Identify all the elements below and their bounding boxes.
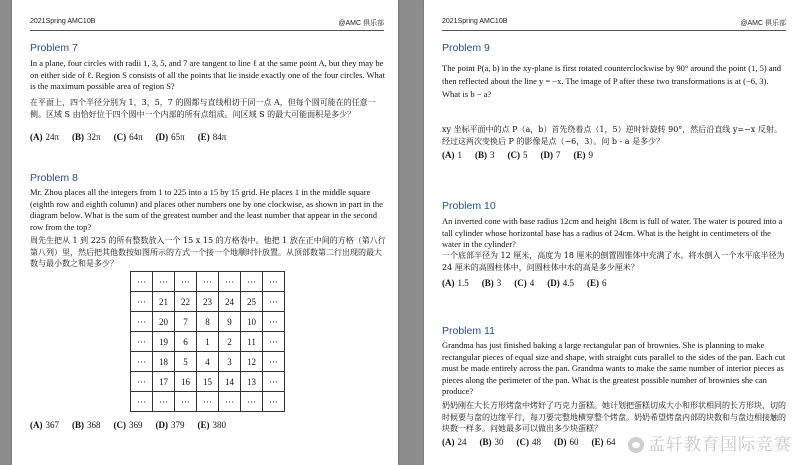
grid-cell: ···: [197, 392, 219, 412]
grid-cell: ···: [263, 292, 285, 312]
page-header: [30, 18, 384, 31]
answer-choice-label: (D): [155, 420, 168, 430]
answer-choice: [514, 278, 534, 288]
grid-cell: 13: [241, 372, 263, 392]
grid-cell: 8: [197, 312, 219, 332]
problem-11-text: Grandma has just finished baking a large rectangular pan of brownies. She is planning to make rectangular pieces of equal size and shape, with straight cuts parallel to the sides of the pan. Each cut must be made entirely across the pan. Grandma wants to make the same number of interior pieces as pieces along the perimeter of the pan. What is the greatest possible number of brownies she can produce?: [442, 340, 786, 396]
problem-8-text: Mr. Zhou places all the integers from 1 to 225 into a 15 by 15 grid. He places 1 in the middle square (eighth row and eighth column) and places other numbers one by one clockwise, as shown in part in the diagram below. What is the sum of the greatest number and the least number that appear in the second row from the top?: [30, 187, 383, 232]
answer-choice: [554, 437, 579, 447]
grid-cell: 23: [197, 292, 219, 312]
problem-10-chinese: 一个底部半径为 12 厘米，高度为 18 厘米的倒置圆锥体中充满了水。将水倒入一个水平底半径为 24 厘米的高圆柱体中，问圆柱体中水的高是多少厘米？: [442, 251, 785, 272]
answer-choice-label: (D): [547, 278, 560, 288]
answer-choice-label: (E): [197, 420, 210, 430]
grid-row: [131, 392, 285, 412]
answer-choice: [30, 420, 59, 430]
answer-choice-value: 60: [569, 437, 579, 447]
answer-choice: [30, 132, 59, 142]
answer-choice: [508, 150, 528, 160]
grid-row: [131, 272, 285, 292]
answer-choice: [114, 420, 143, 430]
grid-row: [131, 292, 285, 312]
answer-choice-value: 3: [496, 278, 502, 288]
grid-cell: 19: [153, 332, 175, 352]
answer-choice-label: (C): [113, 132, 127, 142]
answer-choice-label: (D): [155, 132, 169, 142]
grid-cell: ···: [153, 392, 175, 412]
answer-choice-label: (E): [587, 278, 599, 288]
grid-cell: 14: [219, 372, 241, 392]
problem-11-chinese: 奶奶刚在大长方形烤盘中烤好了巧克力蛋糕。她计划把蛋糕切成大小和形状相同的长方形块，切的时候要与盘的边缘平行，每刀要完整地横穿整个烤盘。奶奶希望烤盘内部的块数和与盘边相接触的块数一样多。问她最多可以做出多少块蛋糕？: [442, 401, 786, 433]
spiral-grid: [130, 271, 285, 412]
grid-cell: ···: [263, 392, 285, 412]
header-right: @AMC 俱乐部: [338, 20, 384, 27]
problem-9-choices: [442, 150, 606, 160]
document-page-left: [12, 0, 398, 465]
answer-choice-value: 30: [494, 437, 504, 447]
problem-9-text: The point P(a, b) in the xy-plane is first rotated counterclockwise by 90° around the point (1, 5) and then reflected about the line y = −x. The image of P after these two transformations is at (−6, 3). What is b − a?: [442, 63, 782, 99]
grid-cell: 2: [219, 332, 241, 352]
grid-cell: ···: [175, 392, 197, 412]
answer-choice-value: 5: [523, 150, 528, 160]
grid-cell: ···: [219, 272, 241, 292]
grid-cell: 25: [241, 292, 263, 312]
grid-cell: 20: [153, 312, 175, 332]
answer-choice-value: 32π: [87, 132, 101, 142]
grid-cell: ···: [175, 272, 197, 292]
answer-choice-value: 1: [457, 150, 462, 160]
answer-choice-label: (A): [30, 420, 43, 430]
answer-choice-value: 84π: [212, 132, 227, 142]
answer-choice: [442, 278, 469, 288]
answer-choice-value: 379: [171, 420, 185, 430]
answer-choice-label: (B): [475, 150, 487, 160]
answer-choice-value: 367: [45, 420, 59, 430]
grid-cell: 18: [153, 352, 175, 372]
answer-choice-label: (A): [442, 437, 455, 447]
answer-choice-value: 9: [588, 150, 593, 160]
answer-choice: [541, 150, 561, 160]
grid-cell: 12: [241, 352, 263, 372]
problem-7-chinese: 在平面上，四个半径分别为 1，3，5，7 的圆都与直线相切于同一点 A，但每个圆可能在的任意一侧。区域 S 由恰好位于四个圆中一个内部的所有点组成。问区域 S 的最大可能面积是多少？: [30, 98, 376, 119]
grid-cell: ···: [131, 332, 153, 352]
answer-choice-value: 65π: [171, 132, 185, 142]
page-header: [442, 18, 786, 31]
answer-choice-value: 380: [212, 420, 226, 430]
answer-choice-value: 48: [532, 437, 541, 447]
answer-choice-label: (C): [507, 150, 520, 160]
grid-cell: 11: [241, 332, 263, 352]
answer-choice-label: (B): [72, 132, 85, 142]
grid-cell: 6: [175, 332, 197, 352]
answer-choice-value: 24π: [45, 132, 60, 142]
grid-cell: ···: [131, 292, 153, 312]
problem-7-text: In a plane, four circles with radii 1, 3, 5, and 7 are tangent to line ℓ at the same point A, but they may be on either side of ℓ. Region S consists of all the points that lie inside exactly one of the four circles. What is the maximum possible area of region S?: [30, 58, 385, 91]
answer-choice-label: (B): [481, 278, 494, 288]
answer-choice-label: (A): [442, 278, 455, 288]
answer-choice-label: (E): [591, 437, 604, 447]
header-right: @AMC 俱乐部: [740, 20, 786, 27]
answer-choice: [517, 437, 542, 447]
answer-choice-value: 64: [606, 437, 616, 447]
grid-cell: ···: [263, 272, 285, 292]
header-left: 2021Spring AMC10B: [442, 18, 508, 25]
grid-cell: 7: [175, 312, 197, 332]
problem-11-choices: [442, 437, 629, 447]
problem-11-title: Problem 11: [442, 325, 495, 337]
grid-cell: ···: [263, 312, 285, 332]
grid-cell: 22: [175, 292, 197, 312]
grid-cell: 16: [175, 372, 197, 392]
problem-8-title: Problem 8: [30, 172, 78, 184]
problem-8-choices: [30, 420, 239, 430]
grid-cell: 15: [197, 372, 219, 392]
wechat-logo-icon: [628, 437, 644, 453]
problem-8-chinese: 周先生把从 1 到 225 的所有整数放入一个 15 x 15 的方格表中。他把 1 放在正中间的方格（第八行第八列）里，然后把其他数按如图所示的方式一个接一个地顺时针放置。从顶部数第二行出现的最大数与最小数之和是多少？: [30, 236, 386, 268]
problem-7-choices: [30, 132, 239, 142]
grid-cell: ···: [153, 272, 175, 292]
answer-choice: [156, 420, 185, 430]
grid-cell: ···: [263, 332, 285, 352]
grid-cell: 5: [175, 352, 197, 372]
answer-choice: [547, 278, 574, 288]
answer-choice-value: 64π: [129, 132, 143, 142]
grid-cell: 3: [219, 352, 241, 372]
problem-9-title: Problem 9: [442, 42, 490, 54]
grid-cell: ···: [131, 352, 153, 372]
answer-choice-label: (C): [514, 278, 527, 288]
answer-choice: [72, 420, 101, 430]
watermark-text: 孟轩教育国际竞赛: [648, 435, 792, 455]
answer-choice-label: (B): [479, 437, 492, 447]
answer-choice: [482, 278, 502, 288]
grid-cell: 21: [153, 292, 175, 312]
answer-choice-label: (E): [573, 150, 586, 160]
answer-choice: [442, 437, 467, 447]
answer-choice-value: 369: [129, 420, 143, 430]
watermark: [628, 430, 792, 455]
answer-choice-label: (B): [72, 420, 84, 430]
grid-cell: 24: [219, 292, 241, 312]
header-left: 2021Spring AMC10B: [30, 18, 96, 25]
document-page-right: [424, 0, 800, 465]
problem-10-choices: [442, 278, 620, 288]
answer-choice: [72, 132, 101, 142]
grid-cell: ···: [131, 392, 153, 412]
grid-cell: ···: [241, 392, 263, 412]
problem-7-title: Problem 7: [30, 42, 78, 54]
problem-10-text: An inverted cone with base radius 12cm and height 18cm is full of water. The water is poured into a tall cylinder whose horizontal base has a radius of 24cm. What is the height in centimeters of the water in the cylinder?: [442, 216, 783, 249]
grid-cell: ···: [241, 272, 263, 292]
answer-choice-label: (C): [113, 420, 126, 430]
answer-choice-value: 24: [457, 437, 467, 447]
answer-choice: [198, 132, 227, 142]
answer-choice-value: 3: [490, 150, 495, 160]
answer-choice-label: (D): [540, 150, 553, 160]
answer-choice-label: (D): [554, 437, 567, 447]
answer-choice-label: (E): [197, 132, 210, 142]
answer-choice: [442, 150, 462, 160]
grid-cell: ···: [131, 312, 153, 332]
grid-cell: 4: [197, 352, 219, 372]
grid-cell: 9: [219, 312, 241, 332]
grid-row: [131, 372, 285, 392]
answer-choice: [587, 278, 607, 288]
answer-choice: [480, 437, 504, 447]
answer-choice-label: (A): [442, 150, 455, 160]
grid-cell: ···: [131, 272, 153, 292]
grid-cell: ···: [219, 392, 241, 412]
answer-choice-value: 1.5: [457, 278, 469, 288]
grid-cell: 17: [153, 372, 175, 392]
answer-choice-value: 368: [87, 420, 101, 430]
answer-choice: [475, 150, 495, 160]
answer-choice-value: 6: [602, 278, 607, 288]
grid-row: [131, 332, 285, 352]
grid-cell: ···: [263, 372, 285, 392]
answer-choice: [574, 150, 594, 160]
problem-10-title: Problem 10: [442, 200, 496, 212]
grid-cell: 1: [197, 332, 219, 352]
answer-choice: [156, 132, 185, 142]
grid-cell: ···: [263, 352, 285, 372]
answer-choice-label: (A): [30, 132, 43, 142]
answer-choice: [114, 132, 143, 142]
answer-choice: [198, 420, 227, 430]
grid-row: [131, 312, 285, 332]
grid-cell: 10: [241, 312, 263, 332]
problem-9-chinese: xy 坐标平面中的点 P（a，b）首先绕着点（1，5）逆时针旋转 90°，然后沿直线 y=−x 反射。经过这两次变换后 P 的影像是点（−6，3）。问 b - a 是多少？: [442, 125, 782, 146]
answer-choice: [592, 437, 616, 447]
answer-choice-label: (C): [516, 437, 529, 447]
grid-row: [131, 352, 285, 372]
answer-choice-value: 7: [556, 150, 561, 160]
grid-cell: ···: [197, 272, 219, 292]
answer-choice-value: 4.5: [562, 278, 574, 288]
answer-choice-value: 4: [529, 278, 535, 288]
grid-cell: ···: [131, 372, 153, 392]
